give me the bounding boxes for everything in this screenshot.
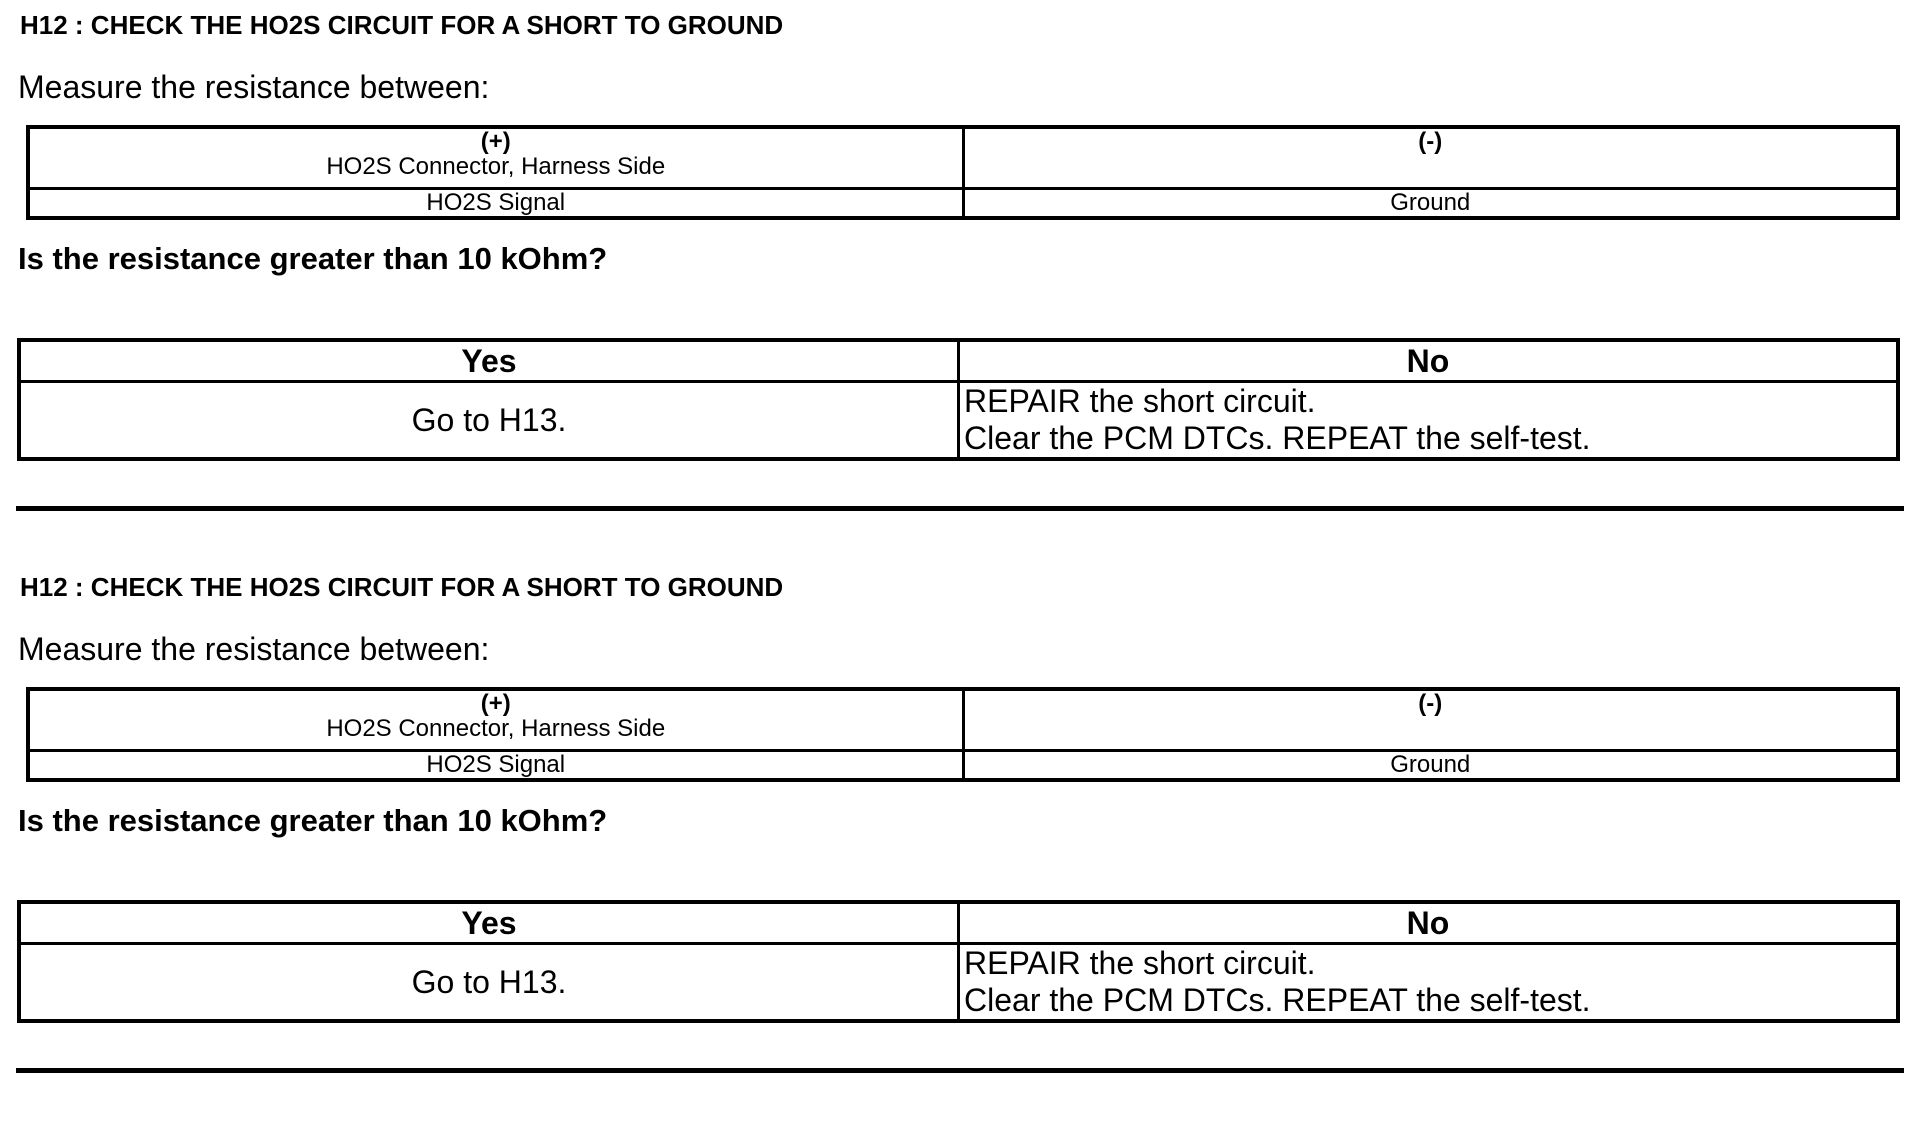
positive-probe-description: HO2S Connector, Harness Side [326, 715, 666, 742]
no-header: No [959, 340, 1899, 382]
step-title: H12 : CHECK THE HO2S CIRCUIT FOR A SHORT TO GROUND [20, 10, 784, 40]
negative-polarity-label: (-) [1418, 690, 1443, 717]
measurement-table [26, 125, 1900, 220]
test-step-section [0, 562, 1920, 1124]
measurement-data-row [28, 751, 1898, 781]
section-divider [16, 506, 1904, 511]
step-title: H12 : CHECK THE HO2S CIRCUIT FOR A SHORT TO GROUND [20, 572, 784, 602]
positive-probe-header [28, 689, 963, 751]
result-action-row [19, 382, 1898, 460]
measurement-header-row [28, 689, 1898, 751]
negative-probe-header [963, 127, 1898, 189]
result-table [17, 338, 1900, 461]
measurement-data-row [28, 189, 1898, 219]
step-question: Is the resistance greater than 10 kOhm? [18, 241, 608, 276]
positive-polarity-label: (+) [480, 128, 511, 155]
yes-header: Yes [19, 340, 959, 382]
no-action-line: REPAIR the short circuit. [964, 945, 1316, 981]
negative-probe-point: Ground [963, 189, 1898, 219]
no-action-line: Clear the PCM DTCs. REPEAT the self-test. [964, 982, 1591, 1018]
yes-header: Yes [19, 902, 959, 944]
positive-polarity-label: (+) [480, 690, 511, 717]
positive-probe-point: HO2S Signal [28, 189, 963, 219]
positive-probe-header [28, 127, 963, 189]
negative-probe-point: Ground [963, 751, 1898, 781]
measurement-header-row [28, 127, 1898, 189]
no-action [959, 944, 1899, 1022]
result-header-row [19, 340, 1898, 382]
result-action-row [19, 944, 1898, 1022]
step-instruction: Measure the resistance between: [18, 631, 490, 667]
measurement-table [26, 687, 1900, 782]
yes-action: Go to H13. [19, 944, 959, 1022]
yes-action: Go to H13. [19, 382, 959, 460]
positive-probe-description: HO2S Connector, Harness Side [326, 153, 666, 180]
result-header-row [19, 902, 1898, 944]
section-divider [16, 1068, 1904, 1073]
no-action-line: REPAIR the short circuit. [964, 383, 1316, 419]
no-action [959, 382, 1899, 460]
no-action-line: Clear the PCM DTCs. REPEAT the self-test. [964, 420, 1591, 456]
negative-polarity-label: (-) [1418, 128, 1443, 155]
result-table [17, 900, 1900, 1023]
step-question: Is the resistance greater than 10 kOhm? [18, 803, 608, 838]
negative-probe-header [963, 689, 1898, 751]
no-header: No [959, 902, 1899, 944]
positive-probe-point: HO2S Signal [28, 751, 963, 781]
step-instruction: Measure the resistance between: [18, 69, 490, 105]
